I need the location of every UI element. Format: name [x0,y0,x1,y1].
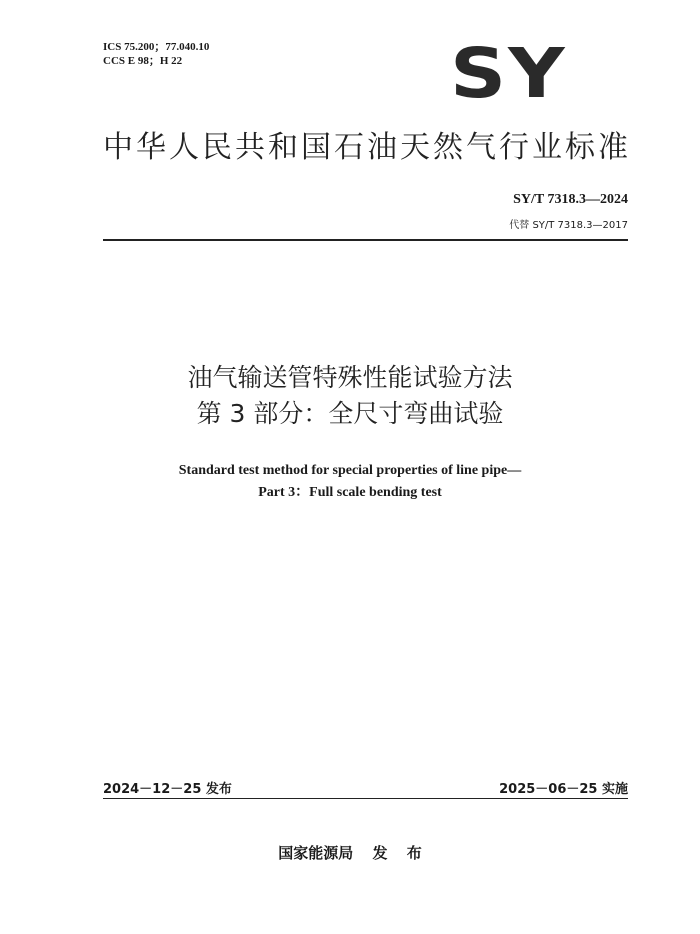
sy-logo: SY [450,34,567,114]
publisher: 国家能源局 发 布 [278,844,422,862]
chinese-title-line1: 油气输送管特殊性能试验方法 [187,363,513,392]
english-title [0,460,700,504]
bottom-divider [103,798,628,799]
top-divider [103,239,628,241]
english-title-line2: Part 3：Full scale bending test [258,485,442,500]
ics-code: ICS 75.200；77.040.10 [103,41,210,53]
classification-codes [103,40,209,68]
standard-number: SY/T 7318.3—2024 [513,192,628,207]
chinese-title [0,360,700,432]
organization-title: 中华人民共和国石油天然气行业标准 [103,130,631,165]
issue-date: 2024－12－25 发布 [103,782,232,797]
english-title-line1: Standard test method for special properties of line pipe— [178,463,522,478]
implementation-date: 2025－06－25 实施 [499,782,628,797]
replaces-standard: 代替 SY/T 7318.3—2017 [509,220,628,231]
chinese-title-line2: 第 3 部分：全尺寸弯曲试验 [196,399,504,428]
ccs-code: CCS E 98；H 22 [103,55,183,67]
